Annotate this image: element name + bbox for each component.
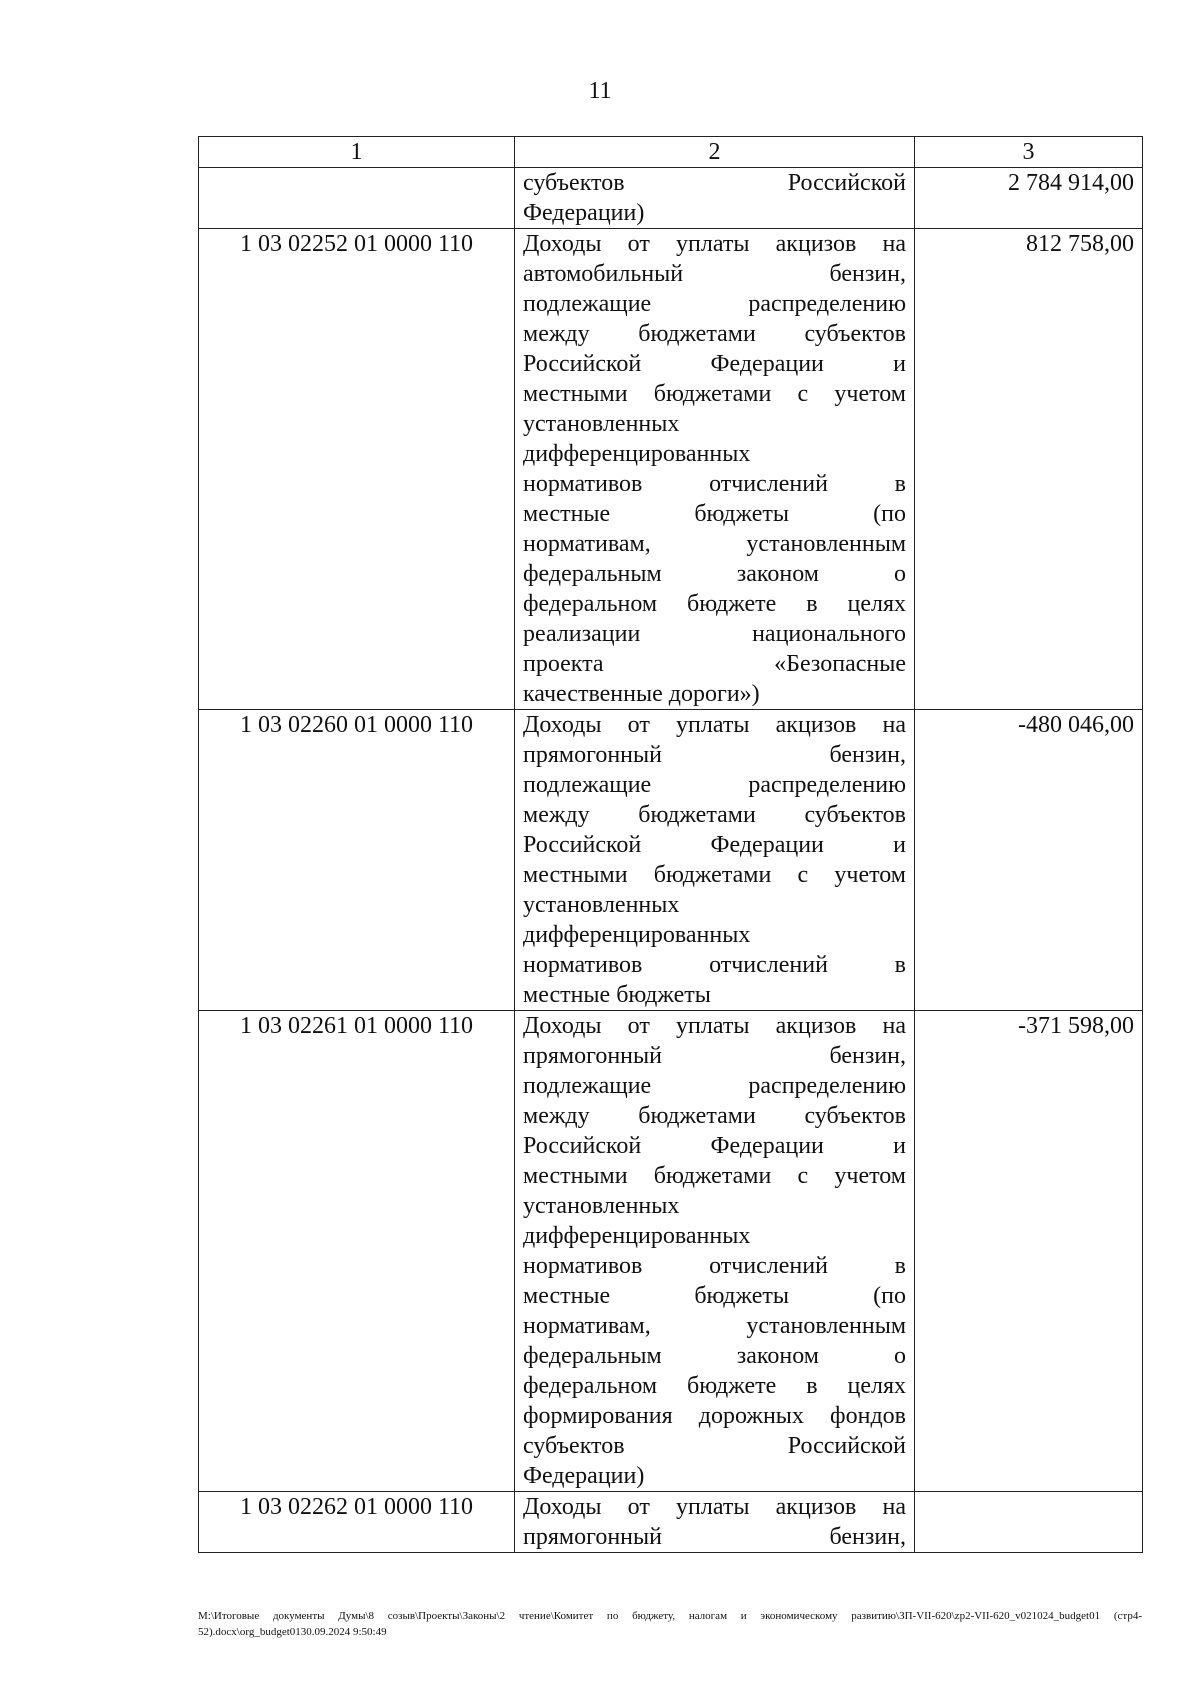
income-description — [515, 1492, 915, 1553]
income-code — [199, 168, 515, 229]
table-row — [199, 710, 1143, 1011]
description-line: Российской Федерации и — [523, 1133, 906, 1159]
description-line: нормативов отчислений в — [523, 471, 906, 497]
description-line: местные бюджеты (по — [523, 1283, 906, 1309]
income-code: 1 03 02260 01 0000 110 — [199, 710, 515, 1011]
description-line: местные бюджеты (по — [523, 501, 906, 527]
header-col-3: 3 — [915, 137, 1143, 168]
description-line: между бюджетами субъектов — [523, 802, 906, 828]
description-line: прямогонный бензин, — [523, 1043, 906, 1069]
description-line: Российской Федерации и — [523, 351, 906, 377]
document-path-footer: M:\Итоговые документы Думы\8 созыв\Проекты\Законы\2 чтение\Комитет по бюджету, налогам и экономическому развитию\ЗП-VII-620\zp2-VII-620_v021024_budget01 (стр4-52).docx\org_budget0130.09.2024 9:50:49 — [198, 1610, 1142, 1638]
budget-table — [198, 136, 1143, 1553]
description-line: местными бюджетами с учетом — [523, 1163, 906, 1189]
description-line: прямогонный бензин, — [523, 742, 906, 768]
income-amount: 2 784 914,00 — [915, 168, 1143, 229]
description-line: установленных — [523, 411, 680, 437]
description-line: между бюджетами субъектов — [523, 1103, 906, 1129]
description-line: подлежащие распределению — [523, 291, 906, 317]
description-line: местными бюджетами с учетом — [523, 381, 906, 407]
description-line: установленных — [523, 892, 680, 918]
description-line: между бюджетами субъектов — [523, 321, 906, 347]
income-amount: -480 046,00 — [915, 710, 1143, 1011]
description-line: местными бюджетами с учетом — [523, 862, 906, 888]
description-line: Федерации) — [523, 200, 645, 226]
income-description — [515, 168, 915, 229]
description-line: автомобильный бензин, — [523, 261, 906, 287]
description-line: подлежащие распределению — [523, 1073, 906, 1099]
description-line: качественные дороги») — [523, 681, 760, 707]
income-amount — [915, 1492, 1143, 1553]
table-body — [199, 168, 1143, 1553]
description-line: Доходы от уплаты акцизов на — [523, 712, 906, 738]
description-line: нормативов отчислений в — [523, 1253, 906, 1279]
income-description — [515, 229, 915, 710]
header-row — [199, 137, 1143, 168]
description-line: федеральном бюджете в целях — [523, 591, 906, 617]
page-number: 11 — [588, 78, 612, 104]
description-line: Доходы от уплаты акцизов на — [523, 1013, 906, 1039]
description-line: подлежащие распределению — [523, 772, 906, 798]
description-line: дифференцированных — [523, 441, 751, 467]
description-line: установленных — [523, 1193, 680, 1219]
table-row — [199, 168, 1143, 229]
description-line: реализации национального — [523, 621, 906, 647]
description-line: федеральным законом о — [523, 1343, 906, 1369]
description-line: прямогонный бензин, — [523, 1524, 906, 1550]
header-col-2: 2 — [515, 137, 915, 168]
description-line: субъектов Российской — [523, 170, 906, 196]
description-line: проекта «Безопасные — [523, 651, 906, 677]
income-description — [515, 710, 915, 1011]
description-line: местные бюджеты — [523, 982, 711, 1008]
description-line: нормативов отчислений в — [523, 952, 906, 978]
description-line: нормативам, установленным — [523, 531, 906, 557]
description-line: федеральным законом о — [523, 561, 906, 587]
description-line: Федерации) — [523, 1463, 645, 1489]
income-code: 1 03 02262 01 0000 110 — [199, 1492, 515, 1553]
description-line: нормативам, установленным — [523, 1313, 906, 1339]
description-line: Доходы от уплаты акцизов на — [523, 231, 906, 257]
income-code: 1 03 02252 01 0000 110 — [199, 229, 515, 710]
income-amount: -371 598,00 — [915, 1011, 1143, 1492]
table-row — [199, 229, 1143, 710]
description-line: Российской Федерации и — [523, 832, 906, 858]
description-line: дифференцированных — [523, 1223, 751, 1249]
income-description — [515, 1011, 915, 1492]
income-amount: 812 758,00 — [915, 229, 1143, 710]
table-row — [199, 1011, 1143, 1492]
table-header — [199, 137, 1143, 168]
table-row — [199, 1492, 1143, 1553]
income-code: 1 03 02261 01 0000 110 — [199, 1011, 515, 1492]
description-line: формирования дорожных фондов — [523, 1403, 906, 1429]
description-line: дифференцированных — [523, 922, 751, 948]
header-col-1: 1 — [199, 137, 515, 168]
description-line: Доходы от уплаты акцизов на — [523, 1494, 906, 1520]
description-line: федеральном бюджете в целях — [523, 1373, 906, 1399]
description-line: субъектов Российской — [523, 1433, 906, 1459]
